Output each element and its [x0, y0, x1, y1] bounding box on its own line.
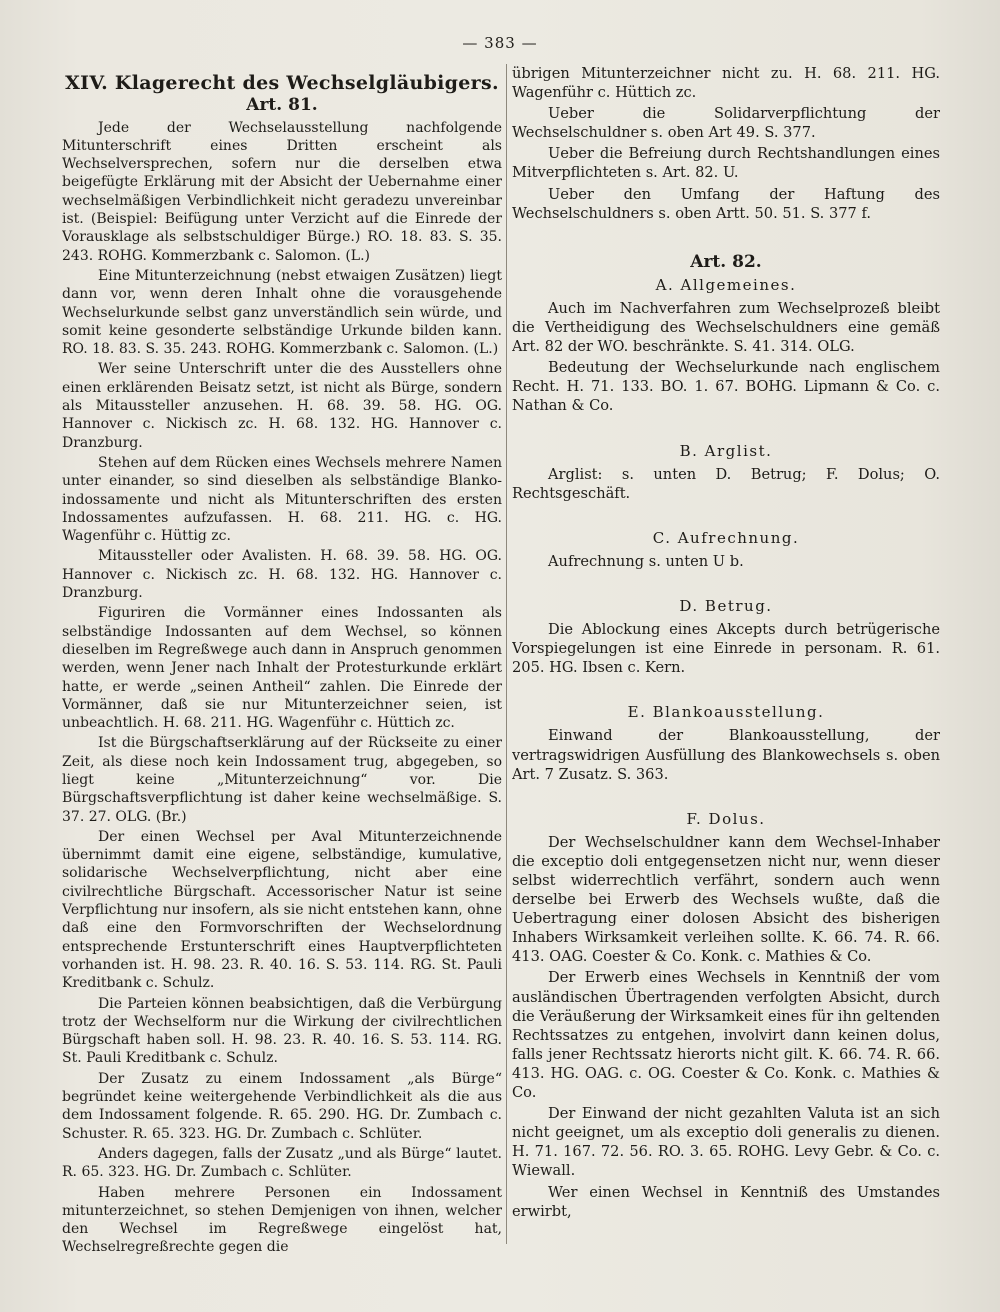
paragraph: Der Wechselschuldner kann dem Wechsel-Inhaber die exceptio doli entgegensetzen nicht nur, wenn dieser selbst widerrechtlich verfährt, sondern auch wenn derselbe bei Erwerb des Wechsels wußte, daß die Uebertragung einer dolosen Absicht des bisherigen Inhabers Wirksamkeit verleihen sollte. K. 66. 74. R. 66. 413. OAG. Coester & Co. Konk. c. Mathies & Co.	[512, 833, 940, 966]
paragraph: Der Einwand der nicht gezahlten Valuta ist an sich nicht geeignet, um als exceptio doli generalis zu dienen. H. 71. 167. 72. 56. RO. 3. 65. ROHG. Levy Gebr. & Co. c. Wiewall.	[512, 1105, 940, 1180]
paragraph: Ist die Bürgschaftserklärung auf der Rückseite zu einer Zeit, als diese noch kein Indossament trug, abgegeben, so liegt keine „Mitunterzeichnung“ vor. Die Bürgschaftsverpflichtung ist daher keine wechselmäßige. S. 37. 27. OLG. (Br.)	[62, 735, 502, 825]
section-heading: E. Blankoausstellung.	[627, 703, 825, 722]
paragraph: Einwand der Blankoausstellung, der vertragswidrigen Ausfüllung des Blankowechsels s. oben Art. 7 Zusatz. S. 363.	[512, 727, 940, 783]
paragraph: Ueber den Umfang der Haftung des Wechselschuldners s. oben Artt. 50. 51. S. 377 f.	[512, 185, 940, 222]
spacer	[512, 786, 940, 796]
paragraph: Ueber die Befreiung durch Rechtshandlungen eines Mitverpflichteten s. Art. 82. U.	[512, 145, 940, 182]
paragraph: Die Ablockung eines Akcepts durch betrügerische Vorspiegelungen ist eine Einrede in personam. R. 61. 205. HG. Ibsen c. Kern.	[512, 621, 940, 677]
spacer	[512, 418, 940, 428]
column-divider	[506, 64, 507, 1244]
paragraph: Der Zusatz zu einem Indossament „als Bürge“ begründet keine weitergehende Verbindlichkeit als die aus dem Indossament folgende. R. 65. 290. HG. Dr. Zumbach c. Schuster. R. 65. 323. HG. Dr. Zumbach c. Schlüter.	[62, 1070, 502, 1142]
right-column	[512, 64, 940, 1292]
section-heading: B. Arglist.	[679, 441, 773, 460]
spacer	[512, 679, 940, 689]
paragraph: Auch im Nachverfahren zum Wechselprozeß bleibt die Vertheidigung des Wechselschuldners eine gemäß Art. 82 der WO. beschränkte. S. 41. 314. OLG.	[512, 299, 940, 356]
paragraph: Der einen Wechsel per Aval Mitunterzeichnende übernimmt damit eine eigene, selbständige, kumulative, solidarische Wechselverpflichtung, nicht aber eine civilrechtliche Bürgschaft. Accessorischer Natur ist seine Verpflichtung nur insofern, als sie nicht entstehen kann, ohne daß eine den Formvorschriften der Wechselordnung entsprechende Erstunterschrift eines Hauptverpflichteten vorhanden ist. H. 98. 23. R. 40. 16. S. 53. 114. RG. St. Pauli Kreditbank c. Schulz.	[62, 828, 502, 992]
page-number: — 383 —	[462, 34, 538, 52]
paragraph: Die Parteien können beabsichtigen, daß die Verbürgung trotz der Wechselform nur die Wirkung der civilrechtlichen Bürgschaft haben soll. H. 98. 23. R. 40. 16. S. 53. 114. RG. St. Pauli Kreditbank c. Schulz.	[62, 995, 502, 1067]
paragraph: Wer seine Unterschrift unter die des Ausstellers ohne einen erklärenden Beisatz setzt, ist nicht als Bürge, sondern als Mitaussteller anzusehen. H. 68. 39. 58. HG. OG. Hannover c. Nickisch zc. H. 68. 132. HG. Hannover c. Dranzburg.	[62, 361, 502, 451]
paragraph: Stehen auf dem Rücken eines Wechsels mehrere Namen unter einander, so sind dieselben als selbständige Blanko-indossamente und nicht als Mitunterschriften des ersten Indossamentes aufzufassen. H. 68. 211. HG. c. HG. Wagenführ c. Hüttig zc.	[62, 454, 502, 545]
section-heading: D. Betrug.	[679, 596, 773, 615]
paragraph: Figuriren die Vormänner eines Indossanten als selbständige Indossanten auf dem Wechsel, so können dieselben im Regreßwege auch dann in Anspruch genommen werden, wenn Jener nach Inhalt der Protesturkunde erklärt hatte, er werde „seinen Antheil“ zahlen. Die Einrede der Vormänner, daß sie nur Mitunterzeichner seien, ist unbeachtlich. H. 68. 211. HG. Wagenführ c. Hüttich zc.	[62, 605, 502, 732]
paragraph: Haben mehrere Personen ein Indossament mitunterzeichnet, so stehen Demjenigen von ihnen, welcher den Wechsel im Regreßwege eingelöst hat, Wechselregreßrechte gegen die	[62, 1184, 502, 1256]
paragraph: Mitaussteller oder Avalisten. H. 68. 39. 58. HG. OG. Hannover c. Nickisch zc. H. 68. 132. HG. Hannover c. Dranzburg.	[62, 548, 502, 602]
section-heading: C. Aufrechnung.	[652, 528, 800, 547]
paragraph: Arglist: s. unten D. Betrug; F. Dolus; O. Rechtsgeschäft.	[512, 465, 940, 502]
section-heading: F. Dolus.	[686, 809, 766, 828]
paragraph: Aufrechnung s. unten U b.	[548, 552, 744, 570]
paragraph: Anders dagegen, falls der Zusatz „und als Bürge“ lautet. R. 65. 323. HG. Dr. Zumbach c. Schlüter.	[62, 1145, 502, 1181]
spacer	[512, 573, 940, 583]
chapter-title: XIV. Klagerecht des Wechselgläubigers.	[65, 72, 499, 94]
paragraph: Jede der Wechselausstellung nachfolgende Mitunterschrift eines Dritten erscheint als Wechselversprechen, sofern nur die derselben etwa beigefügte Erklärung mit der Absicht der Uebernahme einer wechselmäßigen Verbindlichkeit nicht geradezu unvereinbar ist. (Beispiel: Beifügung unter Verzicht auf die Einrede der Vorausklage als selbstschuldiger Bürge.) RO. 18. 83. S. 35. 243. ROHG. Kommerzbank c. Salomon. (L.)	[62, 119, 502, 264]
article-82-title: Art. 82.	[690, 251, 762, 272]
paragraph: Ueber die Solidarverpflichtung der Wechselschuldner s. oben Art 49. S. 377.	[512, 105, 940, 142]
left-column	[62, 64, 502, 1292]
spacer	[512, 225, 940, 251]
paragraph: Eine Mitunterzeichnung (nebst etwaigen Zusätzen) liegt dann vor, wenn deren Inhalt ohne die vorausgehende Wechselurkunde selbst ganz unverständlich sein würde, und somit keine gesonderte selbständige Urkunde bilden kann. RO. 18. 83. S. 35. 243. ROHG. Kommerzbank c. Salomon. (L.)	[62, 267, 502, 358]
section-heading: A. Allgemeines.	[655, 275, 797, 294]
paragraph: Bedeutung der Wechselurkunde nach englischem Recht. H. 71. 133. BO. 1. 67. BOHG. Lipmann & Co. c. Nathan & Co.	[512, 359, 940, 415]
spacer	[512, 505, 940, 515]
article-81-title: Art. 81.	[246, 95, 318, 116]
paragraph: Der Erwerb eines Wechsels in Kenntniß der vom ausländischen Übertragenden verfolgten Absicht, durch die Veräußerung der Wirksamkeit eines für ihn geltenden Rechtssatzes zu entgehen, involvirt dann keinen dolus, falls jener Rechtssatz hierorts nicht gilt. K. 66. 74. R. 66. 413. HG. OAG. c. OG. Coester & Co. Konk. c. Mathies & Co.	[512, 969, 940, 1102]
paragraph: übrigen Mitunterzeichner nicht zu. H. 68. 211. HG. Wagenführ c. Hüttich zc.	[512, 65, 940, 102]
paragraph: Wer einen Wechsel in Kenntniß des Umstandes erwirbt,	[512, 1183, 940, 1220]
